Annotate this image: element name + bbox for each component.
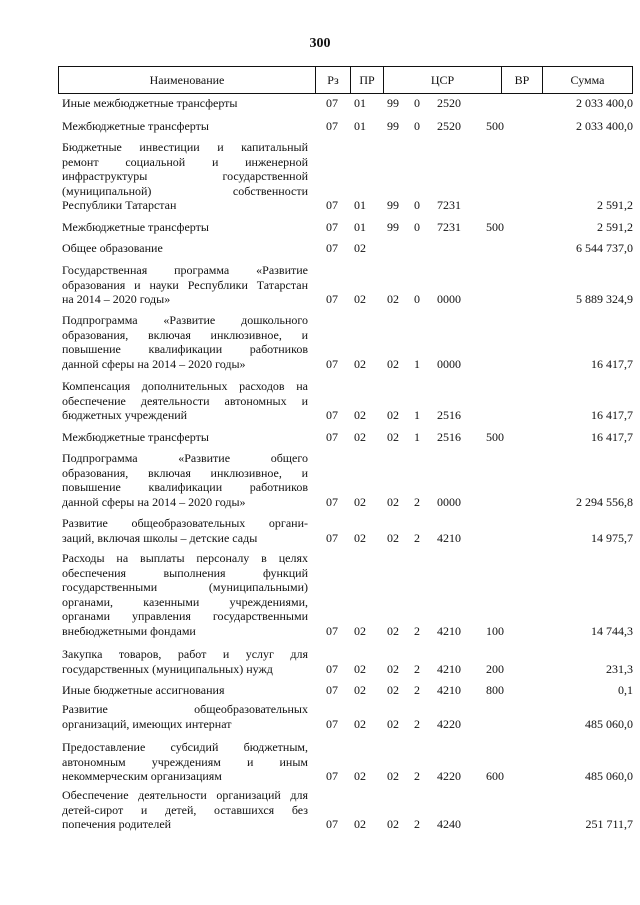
- cell-c1: 99: [387, 220, 399, 234]
- cell-c2: 0: [414, 292, 420, 306]
- table-row: [62, 220, 633, 235]
- cell-sum: 2 294 556,8: [576, 494, 633, 509]
- cell-sum: 485 060,0: [585, 769, 633, 783]
- cell-c2: 0: [414, 220, 420, 234]
- cell-rz: 07: [326, 241, 338, 255]
- row-name-line: бюджетных учреждений: [62, 408, 188, 422]
- table-row: [62, 647, 633, 676]
- row-name: [62, 702, 308, 731]
- cell-rz: 07: [326, 198, 338, 212]
- cell-rz: 07: [326, 430, 338, 444]
- row-name-line: организаций, имеющих интернат: [62, 716, 232, 731]
- header-vr: ВР: [501, 67, 542, 93]
- cell-rz: 07: [326, 408, 338, 422]
- cell-c2: 0: [414, 96, 420, 110]
- cell-sum: 14 744,3: [591, 623, 633, 638]
- row-name-line: ремонт социальной и инженерной: [62, 154, 308, 169]
- table-row: [62, 702, 633, 731]
- cell-rz: 07: [326, 661, 338, 676]
- cell-sum: 16 417,7: [591, 430, 633, 444]
- row-name: [62, 140, 308, 213]
- cell-c1: 02: [387, 683, 399, 697]
- cell-c1: 02: [387, 494, 399, 509]
- cell-c1: 02: [387, 817, 399, 831]
- row-name: [62, 788, 308, 832]
- table-row: [62, 551, 633, 638]
- row-name-line: Предоставление субсидий бюджетным,: [62, 740, 308, 754]
- row-name-line: Иные бюджетные ассигнования: [62, 683, 225, 697]
- cell-pr: 01: [354, 96, 366, 110]
- cell-pr: 01: [354, 198, 366, 212]
- cell-pr: 01: [354, 220, 366, 234]
- row-name: [62, 313, 308, 371]
- row-name-line: Межбюджетные трансферты: [62, 430, 209, 444]
- cell-c2: 2: [414, 716, 420, 731]
- page-number: 300: [309, 36, 331, 51]
- cell-pr: 02: [354, 716, 366, 731]
- cell-rz: 07: [326, 494, 338, 509]
- cell-vr: 800: [486, 683, 504, 697]
- cell-vr: 200: [486, 661, 504, 676]
- cell-vr: 600: [486, 769, 504, 783]
- cell-c3: 4240: [437, 817, 461, 831]
- cell-sum: 16 417,7: [591, 356, 633, 371]
- row-name-line: государственными (муниципальными): [62, 580, 308, 594]
- cell-rz: 07: [326, 623, 338, 638]
- row-name-line: (муниципальной) собственности: [62, 183, 308, 198]
- table-row: [62, 451, 633, 509]
- row-name-line: обеспечения выполнения функций: [62, 565, 308, 580]
- cell-rz: 07: [326, 817, 338, 831]
- table-row: [62, 96, 633, 111]
- cell-c3: 2516: [437, 430, 461, 444]
- table-row: [62, 788, 633, 832]
- cell-c1: 02: [387, 356, 399, 371]
- cell-rz: 07: [326, 716, 338, 731]
- row-name-line: повышение квалификации работников: [62, 480, 308, 494]
- row-name-line: данной сферы на 2014 – 2020 годы»: [62, 494, 246, 509]
- row-name: [62, 551, 308, 638]
- cell-sum: 6 544 737,0: [576, 241, 633, 255]
- table-row: [62, 313, 633, 371]
- row-name-line: Подпрограмма «Развитие общего: [62, 451, 308, 465]
- row-name-line: инфраструктуры государственной: [62, 169, 308, 183]
- cell-pr: 02: [354, 769, 366, 783]
- row-name-line: Межбюджетные трансферты: [62, 119, 209, 133]
- row-name-line: Закупка товаров, работ и услуг для: [62, 647, 308, 661]
- cell-vr: 500: [486, 430, 504, 444]
- cell-sum: 251 711,7: [585, 817, 633, 831]
- cell-rz: 07: [326, 96, 338, 110]
- cell-pr: 02: [354, 408, 366, 422]
- cell-vr: 100: [486, 623, 504, 638]
- cell-pr: 02: [354, 530, 366, 545]
- cell-c1: 02: [387, 408, 399, 422]
- cell-sum: 2 033 400,0: [576, 119, 633, 133]
- cell-c2: 2: [414, 530, 420, 545]
- row-name: [62, 430, 308, 445]
- header-name: Наименование: [149, 72, 225, 87]
- row-name-line: Межбюджетные трансферты: [62, 220, 209, 234]
- row-name-line: Компенсация дополнительных расходов на: [62, 379, 308, 393]
- row-name-line: образования, включая инклюзивное, и: [62, 327, 308, 342]
- cell-c3: 2520: [437, 119, 461, 133]
- cell-c1: 99: [387, 119, 399, 133]
- cell-rz: 07: [326, 530, 338, 545]
- cell-pr: 02: [354, 494, 366, 509]
- row-name-line: Общее образование: [62, 241, 163, 255]
- row-name-line: заций, включая школы – детские сады: [62, 530, 258, 545]
- cell-c1: 02: [387, 530, 399, 545]
- row-name-line: повышение квалификации работников: [62, 342, 308, 356]
- row-name-line: детей-сирот и детей, оставшихся без: [62, 802, 308, 817]
- cell-c2: 2: [414, 623, 420, 638]
- cell-c3: 4210: [437, 530, 461, 545]
- table-row: [62, 379, 633, 423]
- cell-c3: 4210: [437, 661, 461, 676]
- row-name-line: на 2014 – 2020 годы»: [62, 292, 171, 306]
- table-row: [62, 140, 633, 213]
- row-name-line: органами, казенными учреждениями,: [62, 594, 308, 609]
- cell-c3: 2520: [437, 96, 461, 110]
- cell-c3: 0000: [437, 292, 461, 306]
- cell-sum: 2 033 400,0: [576, 96, 633, 110]
- row-name: [62, 516, 308, 545]
- cell-rz: 07: [326, 292, 338, 306]
- cell-c2: 1: [414, 408, 420, 422]
- cell-pr: 01: [354, 119, 366, 133]
- cell-sum: 231,3: [606, 661, 633, 676]
- row-name: [62, 740, 308, 784]
- row-name: [62, 96, 308, 111]
- row-name: [62, 379, 308, 423]
- row-name-line: попечения родителей: [62, 817, 172, 831]
- cell-c3: 4220: [437, 769, 461, 783]
- cell-c1: 02: [387, 292, 399, 306]
- cell-rz: 07: [326, 356, 338, 371]
- cell-c3: 7231: [437, 220, 461, 234]
- row-name: [62, 119, 308, 134]
- cell-pr: 02: [354, 661, 366, 676]
- table-row: [62, 683, 633, 698]
- table-row: [62, 241, 633, 256]
- row-name-line: данной сферы на 2014 – 2020 годы»: [62, 356, 246, 371]
- row-name-line: Бюджетные инвестиции и капитальный: [62, 140, 308, 154]
- cell-c2: 0: [414, 198, 420, 212]
- row-name: [62, 683, 308, 698]
- table-row: [62, 119, 633, 134]
- table-row: [62, 516, 633, 545]
- cell-pr: 02: [354, 241, 366, 255]
- row-name-line: государственных (муниципальных) нужд: [62, 661, 273, 676]
- cell-sum: 14 975,7: [591, 530, 633, 545]
- row-name-line: внебюджетными фондами: [62, 623, 196, 638]
- cell-c2: 2: [414, 817, 420, 831]
- row-name: [62, 220, 308, 235]
- cell-sum: 2 591,2: [597, 220, 633, 234]
- cell-c2: 1: [414, 356, 420, 371]
- row-name-line: автономным учреждениям и иным: [62, 754, 308, 769]
- cell-c3: 4210: [437, 683, 461, 697]
- row-name-line: органами управления государственными: [62, 609, 308, 623]
- cell-rz: 07: [326, 769, 338, 783]
- cell-pr: 02: [354, 356, 366, 371]
- cell-c2: 2: [414, 769, 420, 783]
- cell-sum: 16 417,7: [591, 408, 633, 422]
- cell-rz: 07: [326, 683, 338, 697]
- cell-sum: 0,1: [618, 683, 633, 697]
- cell-pr: 02: [354, 683, 366, 697]
- table-header: [58, 66, 633, 94]
- cell-c1: 02: [387, 661, 399, 676]
- header-rz: Рз: [315, 67, 350, 93]
- row-name-line: Обеспечение деятельности организаций для: [62, 788, 308, 802]
- cell-c1: 02: [387, 716, 399, 731]
- row-name-line: Развитие общеобразовательных органи-: [62, 516, 308, 530]
- cell-vr: 500: [486, 220, 504, 234]
- row-name-line: Иные межбюджетные трансферты: [62, 96, 238, 110]
- cell-c1: 99: [387, 198, 399, 212]
- cell-c1: 02: [387, 430, 399, 444]
- cell-c1: 02: [387, 623, 399, 638]
- cell-vr: 500: [486, 119, 504, 133]
- row-name-line: обеспечение деятельности автономных и: [62, 393, 308, 408]
- cell-rz: 07: [326, 119, 338, 133]
- cell-pr: 02: [354, 623, 366, 638]
- row-name: [62, 451, 308, 509]
- header-pr: ПР: [350, 67, 383, 93]
- cell-c2: 2: [414, 494, 420, 509]
- row-name: [62, 263, 308, 307]
- row-name: [62, 647, 308, 676]
- cell-sum: 5 889 324,9: [576, 292, 633, 306]
- cell-c3: 0000: [437, 494, 461, 509]
- cell-rz: 07: [326, 220, 338, 234]
- cell-sum: 2 591,2: [597, 198, 633, 212]
- row-name: [62, 241, 308, 256]
- header-sum: Сумма: [542, 67, 632, 93]
- cell-c2: 2: [414, 683, 420, 697]
- table-row: [62, 740, 633, 784]
- cell-c3: 7231: [437, 198, 461, 212]
- row-name-line: Развитие общеобразовательных: [62, 702, 308, 716]
- table-row: [62, 263, 633, 307]
- cell-c2: 1: [414, 430, 420, 444]
- row-name-line: образования и науки Республики Татарстан: [62, 277, 308, 292]
- cell-c2: 0: [414, 119, 420, 133]
- row-name-line: образования, включая инклюзивное, и: [62, 465, 308, 480]
- cell-c1: 99: [387, 96, 399, 110]
- cell-c3: 2516: [437, 408, 461, 422]
- cell-pr: 02: [354, 430, 366, 444]
- header-csr: ЦСР: [383, 67, 501, 93]
- cell-c3: 0000: [437, 356, 461, 371]
- cell-pr: 02: [354, 292, 366, 306]
- cell-c1: 02: [387, 769, 399, 783]
- cell-c3: 4210: [437, 623, 461, 638]
- row-name-line: Республики Татарстан: [62, 198, 177, 212]
- row-name-line: Расходы на выплаты персоналу в целях: [62, 551, 308, 565]
- row-name-line: Государственная программа «Развитие: [62, 263, 308, 277]
- cell-c3: 4220: [437, 716, 461, 731]
- cell-sum: 485 060,0: [585, 716, 633, 731]
- table-row: [62, 430, 633, 445]
- row-name-line: некоммерческим организациям: [62, 769, 222, 783]
- cell-pr: 02: [354, 817, 366, 831]
- row-name-line: Подпрограмма «Развитие дошкольного: [62, 313, 308, 327]
- cell-c2: 2: [414, 661, 420, 676]
